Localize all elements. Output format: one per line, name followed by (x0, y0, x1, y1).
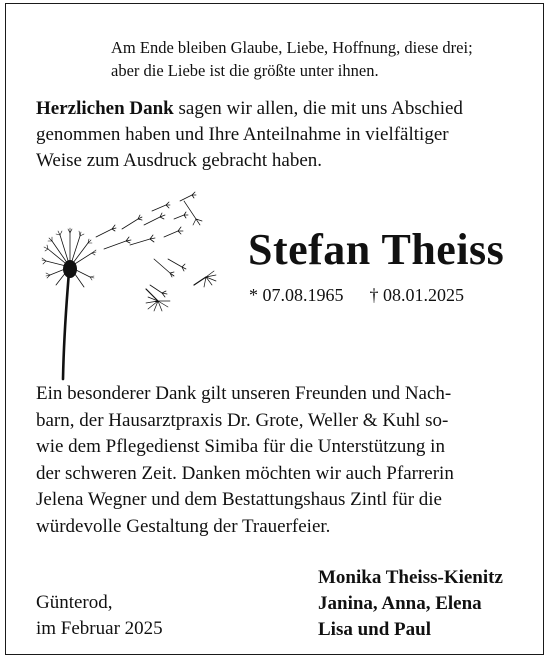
dedication-paragraph (36, 381, 531, 540)
thanks-line (36, 96, 526, 122)
place-date: im Februar 2025 (36, 618, 163, 639)
dedication-line: der schweren Zeit. Danken möchten wir auch Pfarrerin (36, 462, 454, 484)
life-dates (249, 283, 464, 307)
dedication-line: barn, der Hausarztpraxis Dr. Grote, Weller & Kuhl so- (36, 409, 449, 431)
quote-line: aber die Liebe ist die größte unter ihnen. (111, 61, 379, 80)
bible-quote (111, 36, 531, 82)
dedication-line: würdevolle Gestaltung der Trauerfeier. (36, 515, 331, 537)
thanks-heading: Herzlichen Dank (36, 98, 174, 119)
signers (318, 565, 503, 643)
signer-line: Lisa und Paul (318, 619, 431, 640)
dedication-line: wie dem Pflegedienst Simiba für die Unterstützung in (36, 436, 445, 457)
place-and-date (36, 590, 163, 642)
place-town: Günterod, (36, 592, 113, 613)
signer-line: Janina, Anna, Elena (318, 593, 482, 614)
obituary-card (5, 3, 544, 655)
signer-line: Monika Theiss-Kienitz (318, 567, 503, 588)
thanks-line: Weise zum Ausdruck gebracht haben. (36, 150, 323, 171)
birth-date: * 07.08.1965 (249, 285, 344, 305)
dandelion-icon (34, 189, 234, 384)
death-date: † 08.01.2025 (369, 285, 464, 305)
deceased-name: Stefan Theiss (248, 225, 505, 274)
thanks-line: genommen haben und Ihre Anteilnahme in vielfältiger (36, 124, 449, 145)
dedication-line: Jelena Wegner und dem Bestattungshaus Zintl für die (36, 489, 442, 510)
dedication-line: Ein besonderer Dank gilt unseren Freunden und Nach- (36, 383, 452, 404)
thanks-line-rest: sagen wir allen, die mit uns Abschied (173, 98, 463, 119)
thanks-paragraph (36, 96, 526, 174)
quote-line: Am Ende bleiben Glaube, Liebe, Hoffnung, diese drei; (111, 38, 473, 57)
